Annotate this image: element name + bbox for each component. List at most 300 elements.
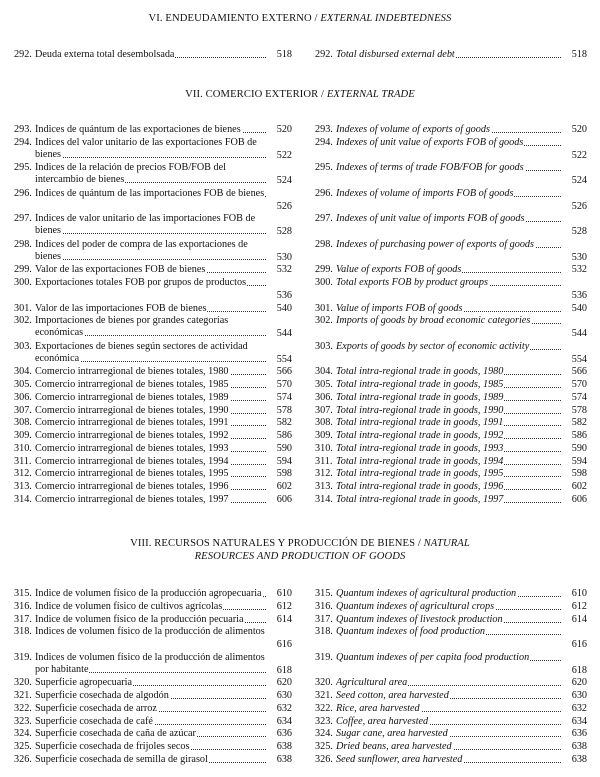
toc-entry	[14, 277, 292, 303]
entry-title	[35, 494, 268, 506]
entry-title-text: Dried beans, area harvested	[336, 741, 452, 752]
entry-page-number: 518	[571, 49, 587, 60]
entry-title	[35, 481, 268, 493]
entry-page-number: 570	[276, 379, 292, 390]
entry-title-text: Exportaciones de bienes según sectores de actividad económica	[35, 340, 248, 364]
entry-page-number: 554	[571, 353, 587, 365]
entry-page-number: 582	[571, 417, 587, 429]
entry-number: 302.	[14, 315, 32, 327]
entry-title	[35, 162, 268, 186]
entry-number: 321.	[14, 690, 32, 701]
section-vi-english-list	[315, 49, 587, 62]
entry-title	[35, 303, 268, 315]
entry-number: 326.	[14, 753, 32, 765]
entry-page-number: 526	[276, 200, 292, 212]
entry-page-number: 530	[276, 251, 292, 263]
entry-title	[336, 379, 563, 391]
entry-title-text: Sugar cane, area harvested	[336, 728, 448, 740]
entry-number: 325.	[315, 741, 333, 752]
toc-entry	[14, 703, 292, 716]
entry-title	[336, 690, 563, 702]
entry-title	[35, 137, 268, 161]
entry-title	[336, 213, 563, 225]
entry-number: 322.	[14, 702, 32, 714]
entry-title	[35, 741, 268, 753]
toc-entry	[315, 239, 587, 265]
entry-number: 315.	[315, 588, 333, 599]
entry-title	[35, 264, 268, 276]
entry-page-number: 638	[276, 741, 292, 752]
entry-title-text: Value of imports FOB of goods	[336, 302, 463, 314]
entry-number: 303.	[14, 340, 32, 352]
entry-page-number: 598	[571, 468, 587, 480]
entry-page-number: 582	[276, 417, 292, 429]
toc-entry	[315, 716, 587, 729]
entry-number: 300.	[315, 277, 333, 288]
section-vii-english-list	[315, 124, 587, 507]
toc-entry	[14, 264, 292, 277]
toc-entry	[315, 481, 587, 494]
entry-title	[336, 417, 563, 429]
entry-page-number: 638	[571, 753, 587, 765]
entry-title-text: Agricultural area	[336, 677, 408, 689]
entry-title-text: Indexes of unit value of exports FOB of goods	[336, 136, 524, 148]
entry-number: 312.	[14, 468, 32, 480]
entry-title-text: Superficie cosechada de café	[35, 715, 153, 727]
entry-title-text: Exports of goods by sector of economic activity	[336, 340, 530, 352]
entry-number: 322.	[315, 702, 333, 714]
toc-entry	[315, 588, 587, 601]
entry-page-number: 606	[571, 493, 587, 505]
entry-title-text: Índices de la relación de precios FOB/FOB del intercambio de bienes	[35, 162, 226, 186]
entry-title	[336, 277, 563, 289]
entry-number: 323.	[315, 715, 333, 727]
entry-page-number: 566	[571, 366, 587, 378]
entry-number: 293.	[315, 124, 333, 135]
entry-page-number: 532	[571, 264, 587, 276]
entry-title	[35, 703, 268, 715]
entry-title-text: Superficie agropecuaria	[35, 677, 133, 689]
entry-title-text: Total intra-regional trade in goods, 1989	[336, 391, 504, 403]
entry-title	[35, 277, 268, 289]
entry-number: 311.	[315, 455, 333, 467]
entry-number: 299.	[14, 264, 32, 276]
entry-title-text: Comercio intrarregional de bienes totales, 1989	[35, 391, 229, 403]
entry-number: 316.	[315, 600, 333, 612]
entry-title-text: Superficie cosechada de frijoles secos	[35, 741, 190, 752]
entry-number: 297.	[315, 213, 333, 225]
section-viii-english-list	[315, 588, 587, 767]
entry-page-number: 594	[571, 455, 587, 467]
entry-title	[35, 392, 268, 404]
section-vii-title	[0, 88, 600, 101]
entry-page-number: 586	[571, 430, 587, 441]
entry-number: 312.	[315, 468, 333, 480]
entry-number: 306.	[14, 391, 32, 403]
toc-entry	[14, 716, 292, 729]
entry-number: 297.	[14, 213, 32, 225]
entry-title	[336, 601, 563, 613]
entry-title-text: Total intra-regional trade in goods, 1991	[336, 417, 504, 429]
toc-entry	[315, 728, 587, 741]
entry-title	[35, 754, 268, 766]
toc-entry	[14, 137, 292, 163]
toc-entry	[14, 443, 292, 456]
toc-entry	[14, 239, 292, 265]
entry-title	[336, 754, 563, 766]
entry-number: 309.	[315, 430, 333, 441]
toc-entry	[14, 379, 292, 392]
entry-page-number: 630	[276, 690, 292, 701]
entry-number: 313.	[315, 481, 333, 492]
entry-title-text: Total intra-regional trade in goods, 1992	[336, 430, 504, 441]
entry-title	[35, 456, 268, 468]
entry-title-text: Rice, area harvested	[336, 702, 420, 714]
entry-number: 307.	[315, 404, 333, 416]
toc-entry	[14, 341, 292, 367]
toc-entry	[14, 468, 292, 481]
toc-entry	[315, 124, 587, 137]
entry-number: 309.	[14, 430, 32, 441]
entry-page-number: 520	[276, 124, 292, 135]
toc-entry	[14, 728, 292, 741]
entry-title-text: Indexes of purchasing power of exports of goods	[336, 238, 534, 250]
entry-title-text: Índices del poder de compra de las exportaciones de bienes	[35, 238, 248, 262]
entry-title	[336, 703, 563, 715]
toc-entry	[14, 690, 292, 703]
entry-number: 301.	[14, 302, 32, 314]
entry-title	[35, 405, 268, 417]
toc-entry	[14, 494, 292, 507]
entry-title-text: Importaciones de bienes por grandes categorías económicas	[35, 315, 229, 339]
entry-title	[35, 188, 268, 200]
entry-title	[336, 728, 563, 740]
entry-title-text: Superficie cosechada de arroz	[35, 702, 157, 714]
entry-title-text: Quantum indexes of per capita food production	[336, 651, 530, 663]
entry-number: 294.	[315, 136, 333, 148]
entry-title	[336, 588, 563, 600]
entry-title-text: Total intra-regional trade in goods, 1994	[336, 455, 504, 467]
entry-number: 319.	[14, 651, 32, 663]
entry-number: 314.	[315, 493, 333, 505]
entry-title-text: Coffee, area harvested	[336, 715, 429, 727]
entry-page-number: 594	[276, 455, 292, 467]
entry-page-number: 610	[276, 588, 292, 599]
entry-page-number: 620	[276, 677, 292, 689]
section-vi-title-es: VI. ENDEUDAMIENTO EXTERNO /	[148, 13, 321, 24]
entry-title	[35, 239, 268, 263]
entry-page-number: 620	[571, 677, 587, 689]
toc-entry	[14, 481, 292, 494]
entry-title-text: Comercio intrarregional de bienes totales, 1995	[35, 468, 229, 480]
entry-page-number: 554	[276, 353, 292, 365]
entry-title-text: Comercio intrarregional de bienes totales, 1993	[35, 442, 229, 454]
entry-number: 310.	[315, 442, 333, 454]
toc-entry	[14, 49, 292, 62]
entry-title-text: Total intra-regional trade in goods, 1993	[336, 442, 504, 454]
entry-number: 295.	[14, 162, 32, 174]
entry-page-number: 634	[276, 715, 292, 727]
toc-entry	[14, 303, 292, 316]
entry-number: 324.	[315, 728, 333, 740]
entry-title	[35, 443, 268, 455]
entry-number: 319.	[315, 651, 333, 663]
entry-title	[336, 468, 563, 480]
entry-title	[336, 188, 563, 200]
entry-title	[35, 677, 268, 689]
toc-entry	[315, 601, 587, 614]
entry-number: 306.	[315, 391, 333, 403]
entry-page-number: 578	[276, 404, 292, 416]
toc-entry	[14, 741, 292, 754]
entry-title-text: Total intra-regional trade in goods, 1990	[336, 404, 504, 416]
entry-title-text: Total disbursed external debt	[336, 49, 455, 60]
toc-entry	[315, 366, 587, 379]
entry-title-text: Comercio intrarregional de bienes totales, 1985	[35, 379, 229, 390]
entry-title-text: Comercio intrarregional de bienes totales, 1992	[35, 430, 229, 441]
toc-entry	[315, 430, 587, 443]
entry-title-text: Total intra-regional trade in goods, 1996	[336, 481, 504, 492]
entry-page-number: 544	[276, 328, 292, 339]
entry-number: 296.	[315, 187, 333, 199]
toc-entry	[14, 392, 292, 405]
entry-number: 300.	[14, 277, 32, 288]
entry-title	[35, 626, 268, 638]
entry-title-text: Valor de las importaciones FOB de bienes	[35, 302, 207, 314]
entry-page-number: 524	[571, 175, 587, 186]
entry-number: 317.	[315, 613, 333, 625]
entry-title	[35, 430, 268, 442]
entry-number: 316.	[14, 600, 32, 612]
entry-title	[336, 456, 563, 468]
entry-number: 296.	[14, 187, 32, 199]
toc-entry	[315, 754, 587, 767]
entry-number: 320.	[315, 677, 333, 689]
entry-page-number: 590	[276, 442, 292, 454]
entry-title-text: Indexes of terms of trade FOB/FOB for goods	[336, 162, 524, 174]
entry-title-text: Índice de volumen físico de la producción pecuaria	[35, 613, 244, 625]
entry-title-text: Comercio intrarregional de bienes totales, 1980	[35, 366, 229, 378]
entry-page-number: 632	[276, 702, 292, 714]
toc-entry	[14, 626, 292, 652]
entry-page-number: 574	[276, 391, 292, 403]
entry-number: 323.	[14, 715, 32, 727]
entry-number: 308.	[14, 417, 32, 429]
entry-page-number: 612	[276, 600, 292, 612]
toc-entry	[14, 456, 292, 469]
entry-number: 318.	[315, 626, 333, 638]
section-vi-spanish-list	[14, 49, 292, 62]
entry-page-number: 536	[276, 289, 292, 301]
toc-entry	[14, 315, 292, 341]
toc-entry	[315, 303, 587, 316]
toc-entry	[315, 614, 587, 627]
entry-title	[336, 614, 563, 626]
entry-page-number: 616	[571, 639, 587, 650]
toc-entry	[14, 652, 292, 678]
entry-page-number: 638	[276, 753, 292, 765]
entry-title	[336, 124, 563, 136]
entry-number: 317.	[14, 613, 32, 625]
toc-entry	[315, 677, 587, 690]
entry-page-number: 606	[276, 493, 292, 505]
entry-title-text: Total exports FOB by product groups	[336, 277, 488, 288]
entry-title	[336, 494, 563, 506]
entry-title-text: Superficie cosechada de algodón	[35, 690, 169, 701]
toc-entry	[315, 690, 587, 703]
entry-title	[336, 405, 563, 417]
entry-page-number: 586	[276, 430, 292, 441]
entry-title	[336, 162, 563, 174]
entry-number: 292.	[14, 49, 32, 60]
toc-entry	[14, 601, 292, 614]
entry-title-text: Total intra-regional trade in goods, 1985	[336, 379, 504, 390]
entry-number: 321.	[315, 690, 333, 701]
entry-page-number: 530	[571, 251, 587, 263]
entry-page-number: 578	[571, 404, 587, 416]
toc-entry	[315, 456, 587, 469]
toc-entry	[315, 468, 587, 481]
entry-title-text: Índices de volumen físico de la producción de alimentos por habitante	[35, 651, 265, 675]
entry-title-text: Índices de valor unitario de las importaciones FOB de bienes	[35, 213, 256, 237]
entry-page-number: 614	[571, 613, 587, 625]
entry-title-text: Índice de volumen físico de la producción agropecuaria	[35, 588, 262, 599]
toc-entry	[315, 264, 587, 277]
entry-title-text: Quantum indexes of livestock production	[336, 613, 503, 625]
toc-entry	[315, 137, 587, 163]
entry-title-text: Comercio intrarregional de bienes totales, 1996	[35, 481, 229, 492]
entry-title-text: Indexes of unit value of imports FOB of goods	[336, 213, 525, 225]
entry-title	[336, 741, 563, 753]
entry-title-text: Quantum indexes of agricultural production	[336, 588, 517, 599]
entry-number: 314.	[14, 493, 32, 505]
entry-page-number: 636	[276, 728, 292, 740]
entry-page-number: 526	[571, 200, 587, 212]
entry-title-text: Superficie cosechada de semilla de girasol	[35, 753, 208, 765]
entry-page-number: 598	[276, 468, 292, 480]
entry-title	[35, 366, 268, 378]
entry-page-number: 616	[276, 639, 292, 650]
entry-title-text: Deuda externa total desembolsada	[35, 49, 175, 60]
entry-number: 303.	[315, 340, 333, 352]
section-viii-title-en-2: RESOURCES AND PRODUCTION OF GOODS	[194, 551, 406, 562]
entry-title	[336, 264, 563, 276]
toc-entry	[315, 49, 587, 62]
toc-entry	[14, 405, 292, 418]
entry-number: 294.	[14, 136, 32, 148]
section-vii-title-en: EXTERNAL TRADE	[326, 89, 415, 100]
entry-title	[336, 315, 563, 327]
section-viii-spanish-list	[14, 588, 292, 767]
entry-number: 324.	[14, 728, 32, 740]
entry-title-text: Value of exports FOB of goods	[336, 264, 462, 276]
toc-entry	[315, 703, 587, 716]
entry-title	[35, 652, 268, 676]
entry-title	[35, 124, 268, 136]
entry-title	[35, 379, 268, 391]
entry-page-number: 520	[571, 124, 587, 135]
entry-title	[35, 468, 268, 480]
toc-entry	[315, 417, 587, 430]
entry-title-text: Índices del valor unitario de las exportaciones FOB de bienes	[35, 136, 257, 160]
entry-page-number: 522	[571, 149, 587, 161]
entry-title	[336, 366, 563, 378]
entry-page-number: 602	[276, 481, 292, 492]
entry-page-number: 570	[571, 379, 587, 390]
entry-page-number: 612	[571, 600, 587, 612]
entry-title	[336, 303, 563, 315]
entry-page-number: 528	[276, 226, 292, 237]
entry-page-number: 632	[571, 702, 587, 714]
toc-entry	[14, 430, 292, 443]
section-viii-title-en-1: NATURAL	[423, 538, 470, 549]
entry-title-text: Comercio intrarregional de bienes totales, 1991	[35, 417, 229, 429]
entry-title	[35, 601, 268, 613]
entry-page-number: 544	[571, 328, 587, 339]
entry-number: 302.	[315, 315, 333, 327]
entry-title	[35, 690, 268, 702]
toc-entry	[315, 341, 587, 367]
entry-title-text: Quantum indexes of agricultural crops	[336, 600, 495, 612]
entry-page-number: 638	[571, 741, 587, 752]
entry-page-number: 618	[571, 664, 587, 676]
entry-title	[336, 626, 563, 638]
entry-title	[35, 716, 268, 728]
toc-entry	[14, 588, 292, 601]
toc-entry	[315, 213, 587, 239]
entry-title-text: Seed cotton, area harvested	[336, 690, 449, 701]
entry-number: 310.	[14, 442, 32, 454]
entry-title	[35, 614, 268, 626]
toc-entry	[315, 392, 587, 405]
entry-title-text: Valor de las exportaciones FOB de bienes	[35, 264, 206, 276]
section-vi-title	[0, 12, 600, 25]
entry-title	[336, 49, 563, 61]
entry-title-text: Superficie cosechada de caña de azúcar	[35, 728, 196, 740]
toc-entry	[315, 188, 587, 214]
toc-entry	[315, 443, 587, 456]
entry-page-number: 610	[571, 588, 587, 599]
entry-number: 305.	[315, 379, 333, 390]
toc-entry	[14, 417, 292, 430]
entry-title	[336, 716, 563, 728]
entry-title	[35, 728, 268, 740]
toc-entry	[315, 405, 587, 418]
entry-number: 315.	[14, 588, 32, 599]
toc-entry	[315, 277, 587, 303]
entry-title-text: Comercio intrarregional de bienes totales, 1994	[35, 455, 229, 467]
entry-number: 307.	[14, 404, 32, 416]
entry-number: 326.	[315, 753, 333, 765]
entry-title-text: Total intra-regional trade in goods, 1995	[336, 468, 504, 480]
entry-page-number: 522	[276, 149, 292, 161]
entry-title	[336, 239, 563, 251]
entry-title-text: Índices de quántum de las exportaciones de bienes	[35, 124, 241, 135]
entry-number: 318.	[14, 626, 32, 638]
entry-title	[35, 213, 268, 237]
entry-title	[336, 481, 563, 493]
entry-title	[336, 392, 563, 404]
toc-entry	[14, 162, 292, 188]
entry-title-text: Comercio intrarregional de bienes totales, 1990	[35, 404, 229, 416]
entry-title	[35, 49, 268, 61]
entry-page-number: 634	[571, 715, 587, 727]
toc-entry	[14, 188, 292, 214]
entry-number: 301.	[315, 302, 333, 314]
toc-entry	[14, 677, 292, 690]
entry-title	[35, 315, 268, 339]
entry-title	[35, 588, 268, 600]
